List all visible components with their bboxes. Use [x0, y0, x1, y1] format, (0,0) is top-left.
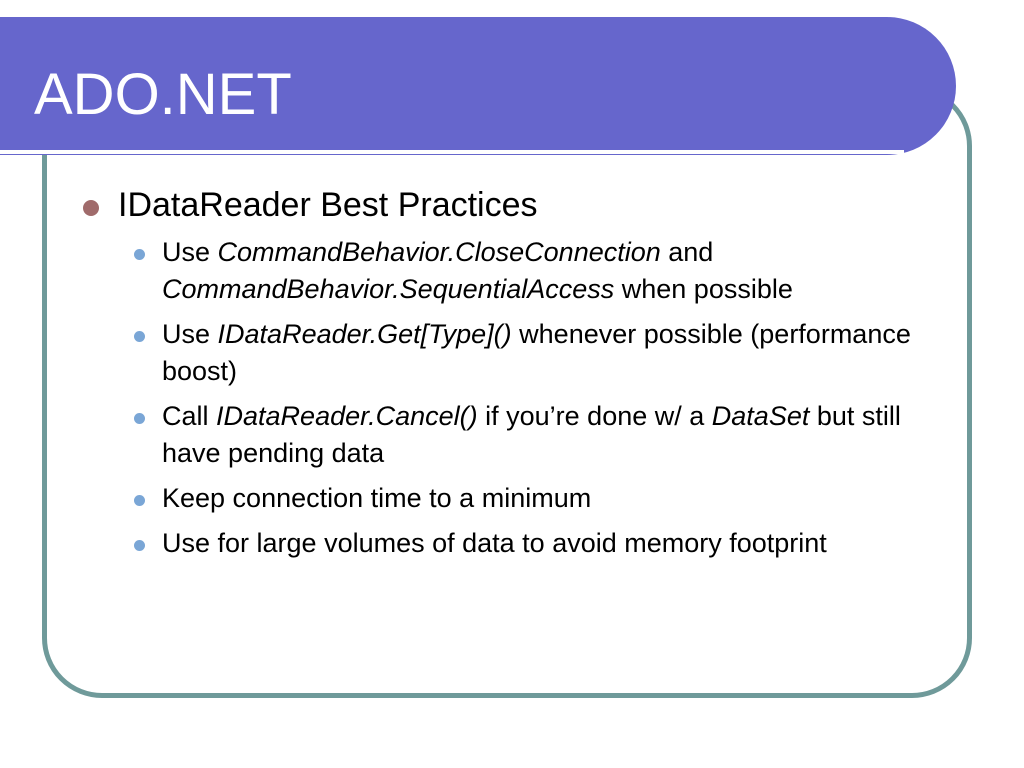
slide-title: ADO.NET: [34, 62, 292, 127]
bullet-text: Use: [162, 237, 218, 267]
sub-bullet-item: [122, 316, 918, 390]
sub-bullet-item: [122, 525, 918, 562]
sub-bullet-dot-icon: [134, 249, 145, 260]
slide-content: [78, 184, 918, 570]
sub-bullet-dot-icon: [134, 540, 145, 551]
bullet-text: whenever possible (performance boost): [162, 319, 911, 386]
bullet-text: Use: [162, 319, 218, 349]
bullet-code-text: DataSet: [711, 401, 810, 431]
bullet-dot-icon: [83, 200, 99, 216]
bullet-code-text: CommandBehavior.SequentialAccess: [162, 274, 615, 304]
sub-bullet-dot-icon: [134, 331, 145, 342]
sub-bullet-dot-icon: [134, 495, 145, 506]
bullet-text: Keep connection time to a minimum: [162, 483, 592, 513]
sub-bullet-item: [122, 234, 918, 308]
bullet-text: and: [660, 237, 714, 267]
heading-text: IDataReader Best Practices: [118, 186, 538, 224]
sub-bullet-list: [122, 234, 918, 562]
bullet-text: Call: [162, 401, 217, 431]
sub-bullet-item: [122, 480, 918, 517]
sub-bullet-dot-icon: [134, 413, 145, 424]
sub-bullet-item: [122, 398, 918, 472]
bullet-text: but still have pending data: [162, 401, 901, 468]
bullet-text: Use for large volumes of data to avoid memory footprint: [162, 528, 827, 558]
bullet-text: if you’re done w/ a: [477, 401, 712, 431]
bullet-code-text: CommandBehavior.CloseConnection: [217, 237, 661, 267]
bullet-heading: [78, 184, 918, 226]
bullet-code-text: IDataReader.Get[Type](): [217, 319, 512, 349]
title-divider: [0, 150, 904, 154]
bullet-code-text: IDataReader.Cancel(): [216, 401, 478, 431]
title-bar: [0, 17, 956, 155]
bullet-text: when possible: [614, 274, 793, 304]
